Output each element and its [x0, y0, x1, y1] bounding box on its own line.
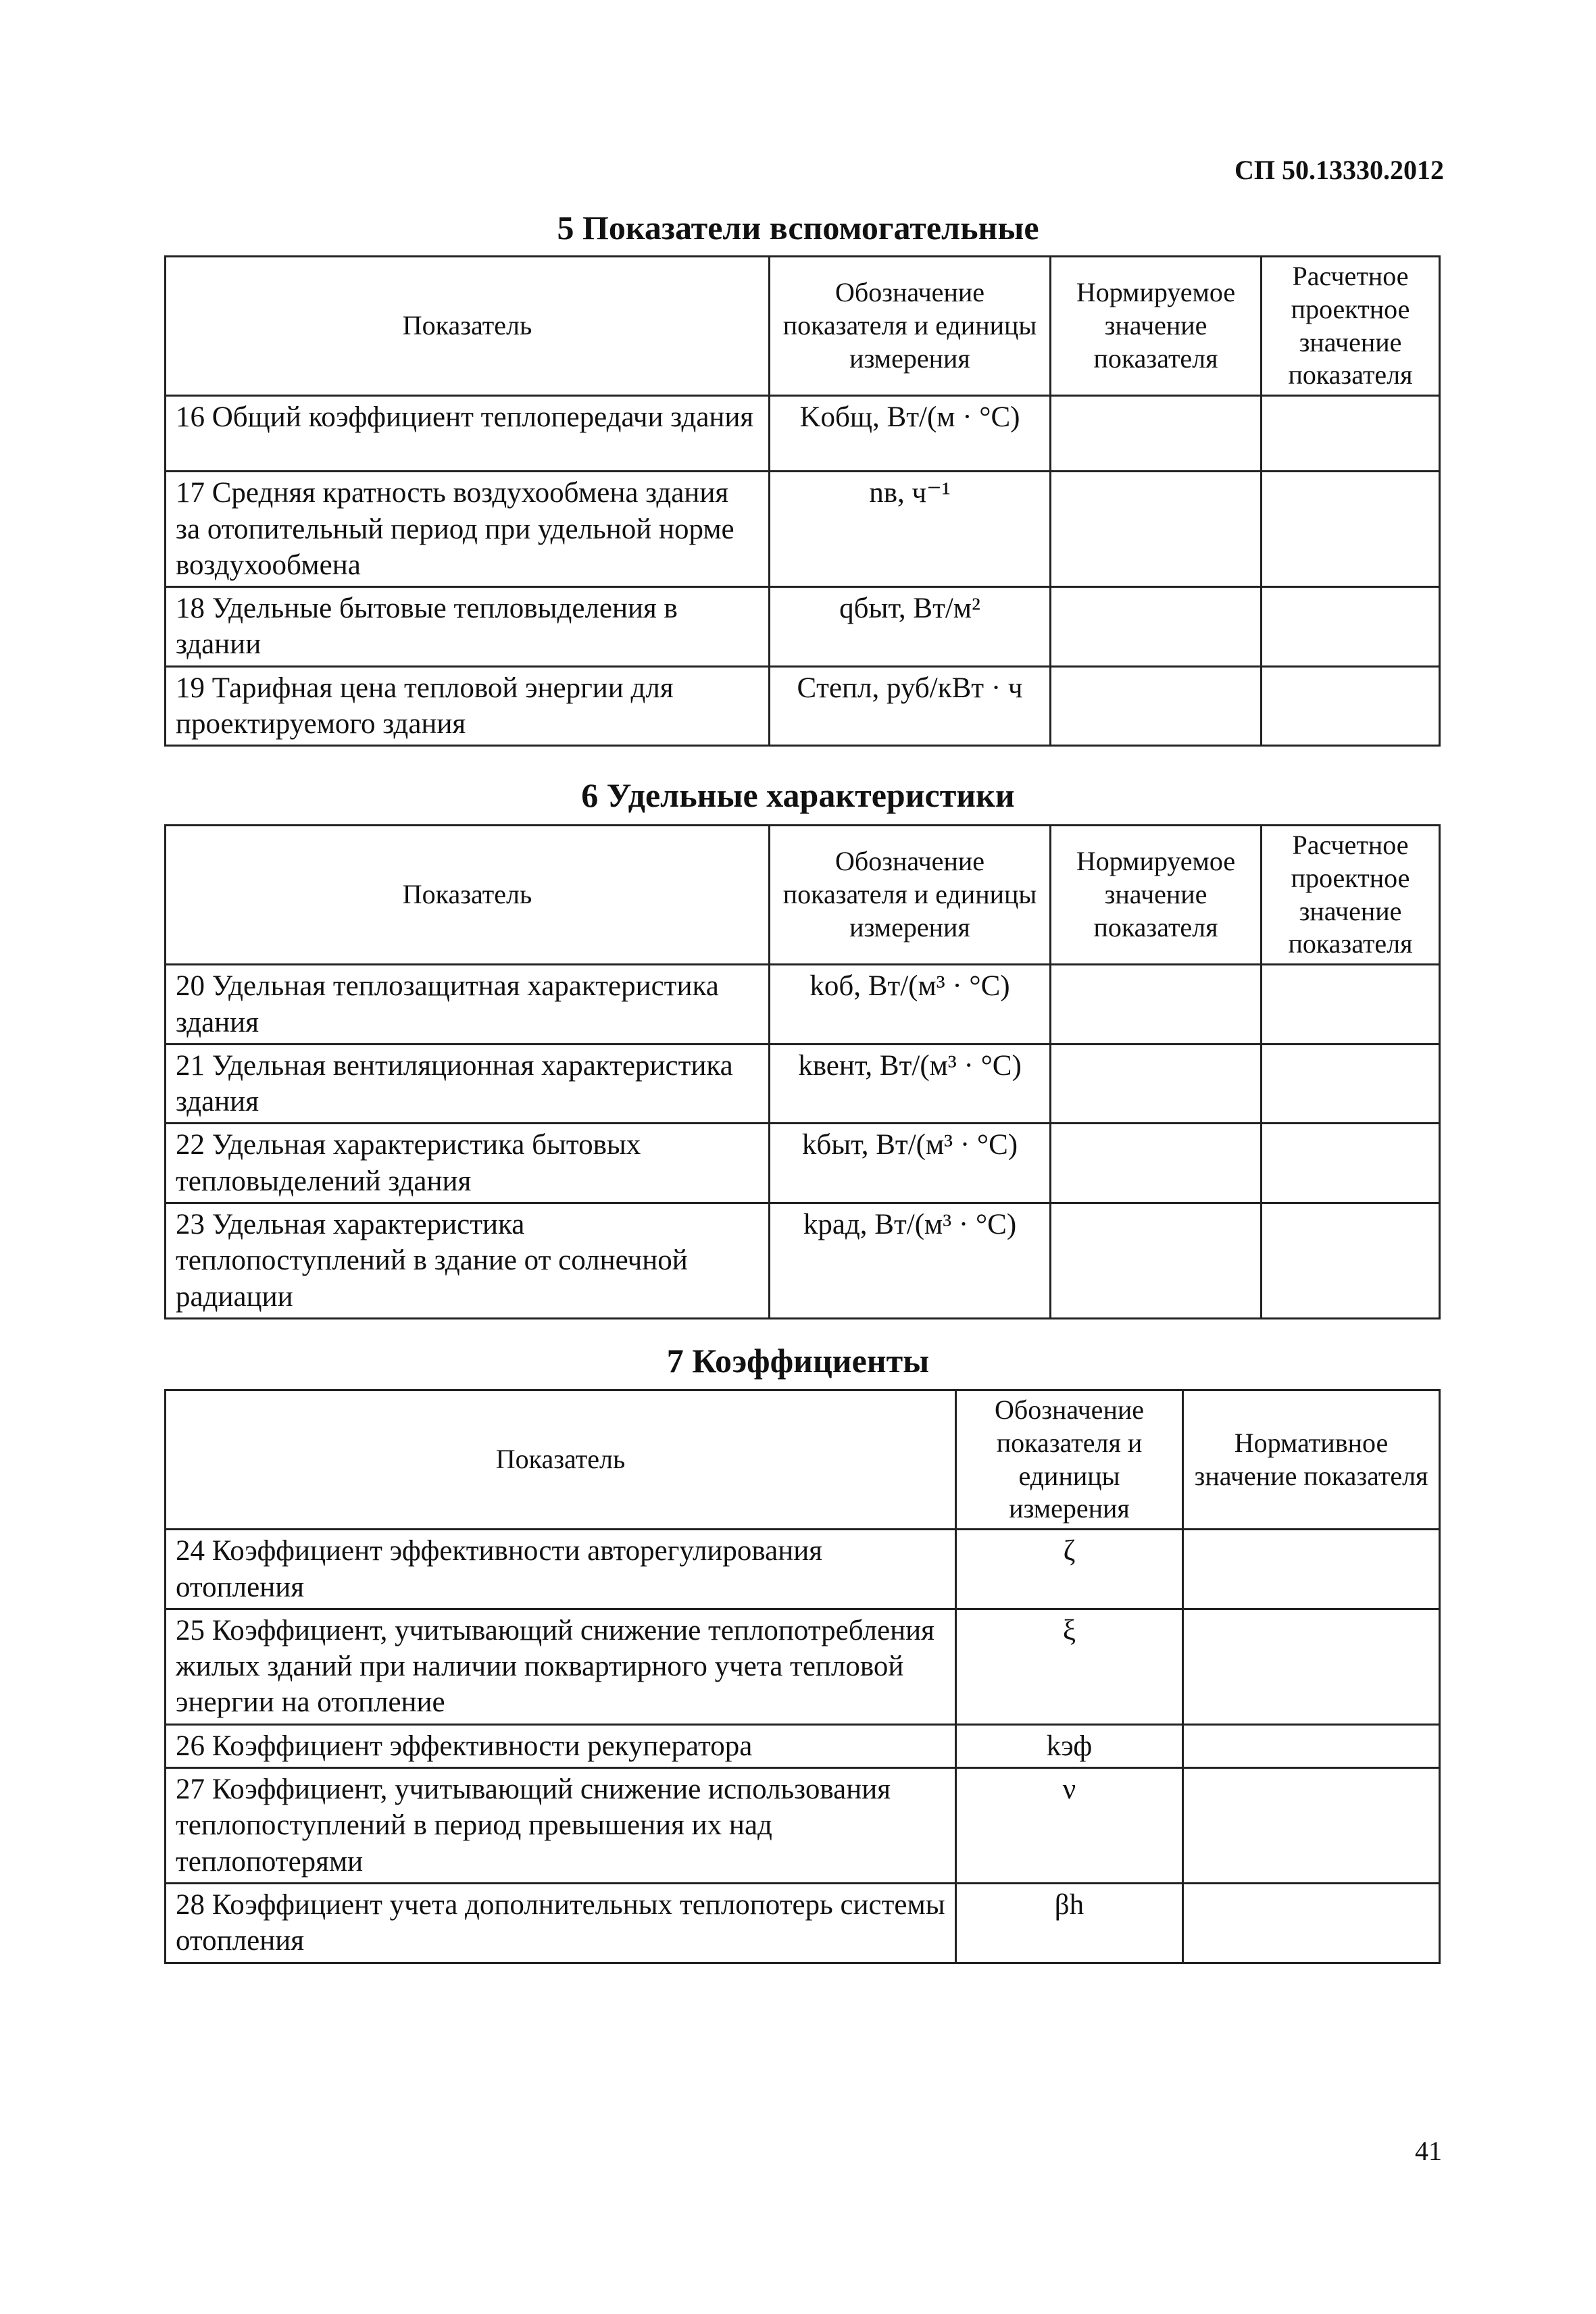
section-title: 6 Удельные характеристики [581, 776, 1015, 814]
table-header-row [166, 257, 1440, 396]
column-header: Обозначение показателя и единицы измерения [956, 1390, 1183, 1530]
table-row [166, 1203, 1440, 1319]
indicator-name: 23 Удельная характеристика теплопоступлений в здание от солнечной радиации [166, 1203, 770, 1319]
indicator-symbol: ξ [956, 1609, 1183, 1724]
normative-value-cell [1051, 666, 1262, 746]
indicator-name: 26 Коэффициент эффективности рекуператора [166, 1724, 956, 1767]
normative-value-cell [1183, 1768, 1440, 1884]
column-header: Обозначение показателя и единицы измерения [770, 257, 1051, 396]
table-row [166, 666, 1440, 746]
normative-value-cell [1051, 1203, 1262, 1319]
design-value-cell [1262, 472, 1440, 587]
indicator-name: 17 Средняя кратность воздухообмена здания за отопительный период при удельной норме воздухообмена [166, 472, 770, 587]
indicator-symbol: kбыт, Вт/(м³ · °С) [770, 1124, 1051, 1203]
indicator-name: 18 Удельные бытовые тепловыделения в здании [166, 587, 770, 667]
indicator-name: 16 Общий коэффициент теплопередачи здания [166, 396, 770, 472]
table-row [166, 1124, 1440, 1203]
table-row [166, 1884, 1440, 1963]
indicators-table-auxiliary [164, 255, 1441, 747]
indicator-symbol: kэф [956, 1724, 1183, 1767]
normative-value-cell [1051, 587, 1262, 667]
normative-value-cell [1051, 396, 1262, 472]
design-value-cell [1262, 396, 1440, 472]
column-header: Показатель [166, 826, 770, 965]
indicator-name: 24 Коэффициент эффективности авторегулирования отопления [166, 1530, 956, 1609]
indicator-symbol: ζ [956, 1530, 1183, 1609]
column-header: Нормативное значение показателя [1183, 1390, 1440, 1530]
normative-value-cell [1183, 1724, 1440, 1767]
indicator-symbol: kвент, Вт/(м³ · °С) [770, 1044, 1051, 1124]
indicator-symbol: qбыт, Вт/м² [770, 587, 1051, 667]
table-row [166, 472, 1440, 587]
table-header-row [166, 826, 1440, 965]
design-value-cell [1262, 587, 1440, 667]
indicator-symbol: Kобщ, Вт/(м · °С) [770, 396, 1051, 472]
indicator-name: 19 Тарифная цена тепловой энергии для проектируемого здания [166, 666, 770, 746]
column-header: Расчетное проектное значение показателя [1262, 826, 1440, 965]
normative-value-cell [1051, 1124, 1262, 1203]
column-header: Нормируемое значение показателя [1051, 257, 1262, 396]
indicator-name: 28 Коэффициент учета дополнительных теплопотерь системы отопления [166, 1884, 956, 1963]
design-value-cell [1262, 666, 1440, 746]
column-header: Обозначение показателя и единицы измерения [770, 826, 1051, 965]
normative-value-cell [1051, 472, 1262, 587]
page-number: 41 [1415, 2136, 1442, 2166]
indicators-table-specific [164, 824, 1441, 1319]
table-row [166, 1530, 1440, 1609]
normative-value-cell [1183, 1609, 1440, 1724]
table-row [166, 965, 1440, 1045]
section-title: 7 Коэффициенты [666, 1342, 930, 1380]
indicator-name: 27 Коэффициент, учитывающий снижение использования теплопоступлений в период превышения их над теплопотерями [166, 1768, 956, 1884]
design-value-cell [1262, 1203, 1440, 1319]
table-row [166, 1768, 1440, 1884]
indicator-name: 22 Удельная характеристика бытовых тепловыделений здания [166, 1124, 770, 1203]
indicator-symbol: βh [956, 1884, 1183, 1963]
design-value-cell [1262, 1124, 1440, 1203]
column-header: Нормируемое значение показателя [1051, 826, 1262, 965]
coefficients-table [164, 1389, 1441, 1964]
table-header-row [166, 1390, 1440, 1530]
design-value-cell [1262, 1044, 1440, 1124]
normative-value-cell [1051, 965, 1262, 1045]
column-header: Расчетное проектное значение показателя [1262, 257, 1440, 396]
indicator-name: 20 Удельная теплозащитная характеристика здания [166, 965, 770, 1045]
table-row [166, 396, 1440, 472]
indicator-symbol: ν [956, 1768, 1183, 1884]
document-code: СП 50.13330.2012 [1235, 155, 1444, 185]
indicator-symbol: Cтепл, руб/кВт · ч [770, 666, 1051, 746]
table-row [166, 1044, 1440, 1124]
table-row [166, 1724, 1440, 1767]
indicator-name: 21 Удельная вентиляционная характеристика здания [166, 1044, 770, 1124]
normative-value-cell [1183, 1884, 1440, 1963]
table-row [166, 1609, 1440, 1724]
indicator-name: 25 Коэффициент, учитывающий снижение теплопотребления жилых зданий при наличии поквартирного учета тепловой энергии на отопление [166, 1609, 956, 1724]
table-row [166, 587, 1440, 667]
column-header: Показатель [166, 257, 770, 396]
indicator-symbol: nв, ч⁻¹ [770, 472, 1051, 587]
section-title: 5 Показатели вспомогательные [557, 209, 1039, 247]
normative-value-cell [1051, 1044, 1262, 1124]
normative-value-cell [1183, 1530, 1440, 1609]
column-header: Показатель [166, 1390, 956, 1530]
indicator-symbol: kоб, Вт/(м³ · °С) [770, 965, 1051, 1045]
design-value-cell [1262, 965, 1440, 1045]
indicator-symbol: kрад, Вт/(м³ · °С) [770, 1203, 1051, 1319]
